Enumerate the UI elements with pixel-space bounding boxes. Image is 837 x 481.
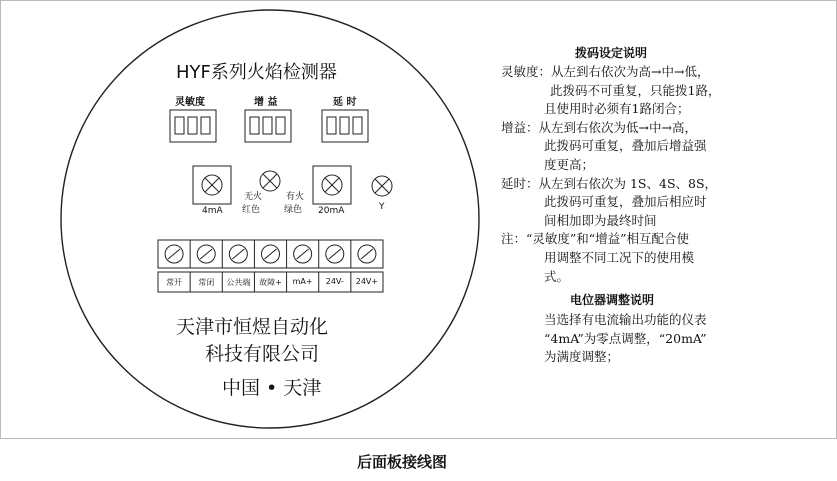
terminal-label: mA+: [292, 277, 313, 286]
dip-note-line: 度更高；: [544, 157, 595, 172]
lamp-y-label: Y: [379, 202, 385, 212]
terminal-label: 故障+: [259, 278, 282, 287]
potentiometer-20ma-icon: [313, 166, 351, 204]
panel-title: HYF系列火焰检测器: [176, 62, 337, 83]
dip-note-line: 此拨码可重复，叠加后相应时: [544, 194, 707, 210]
lamp-y-icon: [372, 176, 392, 196]
dip-note-line: 且使用时必须有1路闭合；: [544, 101, 690, 117]
dip-note-line: 此拨码可重复，叠加后增益强: [544, 138, 707, 154]
lamp-green-label: 绿色: [284, 205, 303, 215]
dip-switch-delay: [322, 110, 368, 142]
pot-label-20ma: 20mA: [318, 206, 345, 216]
terminal-label: 24V-: [325, 277, 344, 286]
figure-caption: 后面板接线图: [357, 453, 448, 471]
dip-note-line: 注：“灵敏度”和“增益”相互配合使: [501, 231, 690, 247]
pot-note-line: 当选择有电流输出功能的仪表: [544, 312, 707, 327]
terminal-label: 24V+: [355, 277, 379, 286]
lamp-no-fire-label: 无火: [244, 192, 263, 202]
dip-label-gain: 增 益: [254, 97, 278, 108]
dip-note-line: 延时：从左到右依次为 1S、4S、8S，: [501, 175, 718, 191]
terminal-label: 常闭: [198, 278, 215, 287]
dip-note-line: 此拨码不可重复，只能拨1路，: [550, 82, 721, 98]
dip-notes-title: 拨码设定说明: [575, 46, 648, 60]
lamp-fire-label: 有火: [286, 192, 305, 202]
dip-note-line: 灵敏度：从左到右依次为高→中→低，: [501, 64, 710, 79]
dip-switch-sensitivity: [170, 110, 216, 142]
dip-label-sensitivity: 灵敏度: [175, 97, 205, 108]
terminal-label: 常开: [166, 278, 183, 287]
dip-note-line: 增益：从左到右依次为低→中→高，: [501, 119, 697, 135]
dip-label-delay: 延 时: [333, 97, 357, 108]
pot-note-line: 为满度调整；: [544, 349, 620, 365]
pot-label-4ma: 4mA: [202, 206, 223, 216]
dip-switch-gain: [245, 110, 291, 142]
lamp-indicator-icon: [260, 171, 280, 191]
dip-note-line: 用调整不同工况下的使用模: [544, 250, 695, 265]
company-location: 中国 • 天津: [222, 377, 322, 399]
potentiometer-4ma-icon: [193, 166, 231, 204]
dip-note-line: 式。: [544, 268, 570, 284]
pot-note-line: “4mA”为零点调整，“20mA”: [544, 330, 707, 346]
company-name-line1: 天津市恒煜自动化: [176, 316, 329, 338]
company-name-line2: 科技有限公司: [205, 343, 320, 365]
pot-notes-title: 电位器调整说明: [570, 293, 655, 307]
lamp-red-label: 红色: [242, 205, 261, 215]
terminal-label: 公共端: [226, 278, 251, 287]
dip-note-line: 间相加即为最终时间: [544, 212, 657, 228]
